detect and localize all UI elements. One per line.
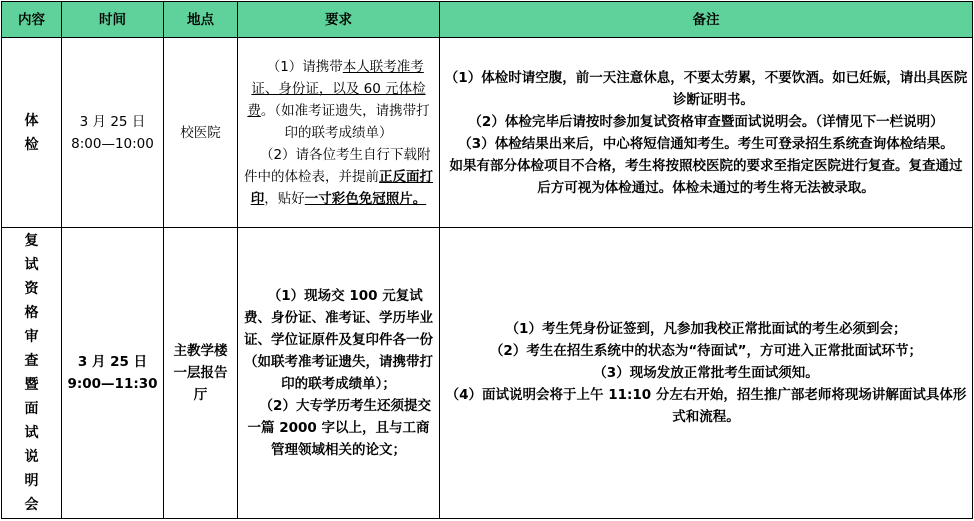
row-requirements — [238, 38, 440, 228]
row-content: 体检 — [24, 112, 39, 153]
header-time: 时间 — [62, 2, 164, 38]
header-place: 地点 — [164, 2, 238, 38]
row-content-cell — [2, 228, 62, 519]
table-row — [2, 38, 973, 228]
row-place: 主教学楼一层报告厅 — [164, 228, 238, 519]
remark-item: （2）考生在招生系统中的状态为“待面试”，方可进入正常批面试环节； — [489, 343, 923, 359]
row-place: 校医院 — [164, 38, 238, 228]
requirement-item: （1）请携带本人联考准考证、身份证，以及 60 元体检费。（如准考证遗失，请携带打印的联考成绩单） — [247, 58, 430, 141]
requirement-item: （2）请各位考生自行下载附件中的体检表，并提前正反面打印，贴好一寸彩色免冠照片。 — [244, 146, 433, 207]
row-content-cell — [2, 38, 62, 228]
row-remarks — [440, 38, 973, 228]
remark-item: （3）现场发放正常批考生面试须知。 — [593, 365, 819, 381]
remark-item: （2）体检完毕后请按时参加复试资格审查暨面试说明会。（详情见下一栏说明） — [468, 113, 944, 130]
row-remarks — [440, 228, 973, 519]
schedule-table — [1, 1, 973, 519]
row-date: 3 月 25 日 — [77, 354, 148, 370]
header-content: 内容 — [2, 2, 62, 38]
remark-item: （3）体检结果出来后，中心将短信通知考生。考生可登录招生系统查询体检结果。 — [458, 135, 954, 152]
row-content: 复试资格审查暨面试说明会 — [24, 233, 39, 513]
remark-item: （1）考生凭身份证签到，凡参加我校正常批面试的考生必须到会； — [505, 321, 907, 337]
row-time-cell — [62, 228, 164, 519]
header-remarks: 备注 — [440, 2, 973, 38]
row-time-cell — [62, 38, 164, 228]
remark-item: （4）面试说明会将于上午 11:10 分左右开始，招生推广部老师将现场讲解面试具体形式和流程。 — [445, 387, 967, 425]
row-date: 3 月 25 日 — [79, 113, 146, 130]
header-requirements: 要求 — [238, 2, 440, 38]
remark-item: 如果有部分体检项目不合格，考生将按照校医院的要求至指定医院进行复查。复查通过后方可视为体检通过。体检未通过的考生将无法被录取。 — [449, 157, 963, 196]
row-time: 8:00—10:00 — [71, 135, 154, 152]
remark-item: （1）体检时请空腹，前一天注意休息，不要太劳累，不要饮酒。如已妊娠，请出具医院诊断证明书。 — [444, 69, 968, 108]
table-row — [2, 228, 973, 519]
row-time: 9:00—11:30 — [67, 376, 158, 392]
requirement-item: （2）大专学历考生还须提交一篇 2000 字以上，且与工商管理领域相关的论文； — [247, 398, 431, 458]
header-row — [2, 2, 973, 38]
requirement-item: （1）现场交 100 元复试费、身份证、准考证、学历毕业证、学位证原件及复印件各一份（如联考准考证遗失，请携带打印的联考成绩单）； — [244, 288, 433, 392]
row-requirements — [238, 228, 440, 519]
